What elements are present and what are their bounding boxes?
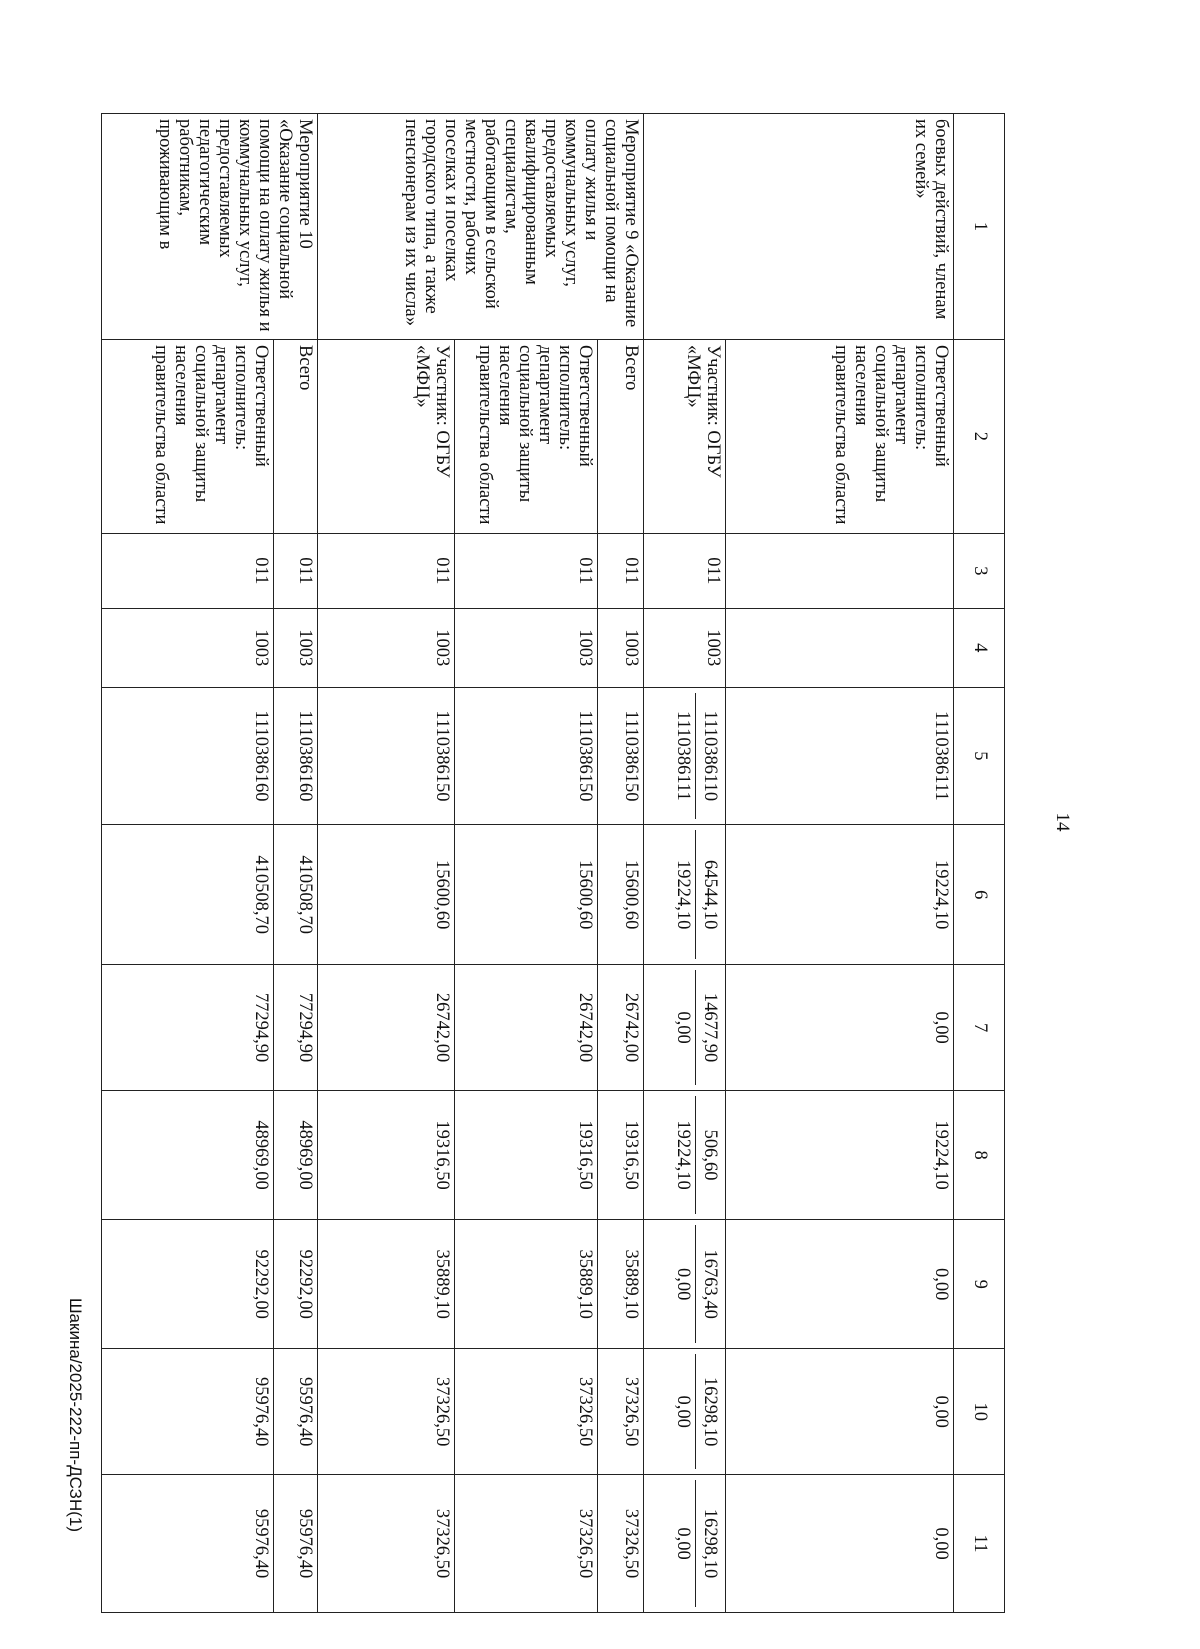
target-article-line: 1110386110 — [700, 710, 720, 802]
value-cell: 37326,50 — [318, 1349, 455, 1475]
header-cell: 8 — [954, 1091, 1005, 1220]
header-cell: 9 — [954, 1220, 1005, 1349]
measure-name-cell: Мероприятие 9 «Оказание социальной помощи на оплату жилья и коммунальных услуг, предоставляемых квалифицированным специалистам, работающим в сельской местности, рабочих поселках и поселках городского типа, а также пенсионерам из их числа» — [318, 114, 644, 340]
value-line: 506,60 — [700, 1129, 720, 1181]
value-cell — [644, 1475, 726, 1613]
header-cell: 2 — [954, 339, 1005, 533]
value-line: 19224,10 — [669, 830, 696, 959]
value-cell: 77294,90 — [274, 965, 318, 1091]
executor-cell: Ответственный исполнитель: департамент социальной защиты населения правительства области — [455, 339, 598, 533]
target-article-cell: 1110386150 — [598, 687, 644, 825]
value-cell: 19316,50 — [455, 1091, 598, 1220]
footer-code: Шакина/2025-222-пп-ДСЗН(1) — [66, 1297, 85, 1533]
value-line: 16763,40 — [700, 1249, 720, 1319]
target-article-cell — [644, 687, 726, 825]
table-row — [274, 114, 318, 1613]
table-row — [726, 114, 954, 1613]
budget-table — [101, 113, 1005, 1613]
value-cell: 15600,60 — [455, 825, 598, 965]
header-cell: 11 — [954, 1475, 1005, 1613]
value-cell: 95976,40 — [274, 1349, 318, 1475]
value-cell: 0,00 — [726, 1475, 954, 1613]
value-cell: 410508,70 — [274, 825, 318, 965]
value-cell: 92292,00 — [102, 1220, 274, 1349]
value-line: 0,00 — [669, 1480, 696, 1607]
grbs-cell: 011 — [274, 533, 318, 608]
value-cell: 15600,60 — [598, 825, 644, 965]
header-cell: 1 — [954, 114, 1005, 340]
value-cell: 0,00 — [726, 1220, 954, 1349]
target-article-cell: 1110386111 — [726, 687, 954, 825]
value-cell: 92292,00 — [274, 1220, 318, 1349]
value-cell: 0,00 — [726, 965, 954, 1091]
value-line: 0,00 — [669, 1354, 696, 1469]
section-cell: 1003 — [318, 608, 455, 687]
measure-name-cell: Мероприятие 10 «Оказание социальной помощи на оплату жилья и коммунальных услуг, предоставляемых педагогическим работникам, проживающим в — [102, 114, 318, 340]
value-cell: 48969,00 — [274, 1091, 318, 1220]
header-cell: 5 — [954, 687, 1005, 825]
value-cell: 37326,50 — [455, 1349, 598, 1475]
value-cell: 26742,00 — [455, 965, 598, 1091]
executor-cell: Участник: ОГБУ «МФЦ» — [318, 339, 455, 533]
value-cell: 77294,90 — [102, 965, 274, 1091]
header-cell: 3 — [954, 533, 1005, 608]
executor-cell: Всего — [274, 339, 318, 533]
grbs-cell: 011 — [598, 533, 644, 608]
value-cell: 95976,40 — [102, 1349, 274, 1475]
value-line: 16298,10 — [700, 1377, 720, 1447]
value-cell — [644, 1349, 726, 1475]
value-line: 0,00 — [669, 970, 696, 1085]
grbs-cell: 011 — [644, 533, 726, 608]
value-cell — [644, 1220, 726, 1349]
section-cell: 1003 — [274, 608, 318, 687]
value-line: 64544,10 — [700, 860, 720, 930]
section-cell: 1003 — [644, 608, 726, 687]
header-cell: 4 — [954, 608, 1005, 687]
value-cell: 35889,10 — [598, 1220, 644, 1349]
value-cell: 0,00 — [726, 1349, 954, 1475]
target-article-cell: 1110386150 — [455, 687, 598, 825]
target-article-line: 1110386111 — [669, 693, 696, 820]
value-cell: 37326,50 — [598, 1475, 644, 1613]
header-cell: 6 — [954, 825, 1005, 965]
grbs-cell: 011 — [102, 533, 274, 608]
value-cell: 19224,10 — [726, 1091, 954, 1220]
value-cell — [644, 1091, 726, 1220]
value-cell: 48969,00 — [102, 1091, 274, 1220]
header-row — [954, 114, 1005, 1613]
grbs-cell: 011 — [318, 533, 455, 608]
value-cell — [644, 825, 726, 965]
target-article-cell: 1110386160 — [274, 687, 318, 825]
value-cell: 95976,40 — [102, 1475, 274, 1613]
rotated-table-container — [105, 113, 1005, 1613]
value-cell: 95976,40 — [274, 1475, 318, 1613]
header-cell: 10 — [954, 1349, 1005, 1475]
value-line: 14677,90 — [700, 992, 720, 1063]
executor-cell: Всего — [598, 339, 644, 533]
header-cell: 7 — [954, 965, 1005, 1091]
section-cell: 1003 — [598, 608, 644, 687]
value-cell — [644, 965, 726, 1091]
grbs-cell: 011 — [455, 533, 598, 608]
value-cell: 35889,10 — [318, 1220, 455, 1349]
target-article-cell: 1110386160 — [102, 687, 274, 825]
value-cell: 15600,60 — [318, 825, 455, 965]
value-cell: 19224,10 — [726, 825, 954, 965]
section-cell: 1003 — [455, 608, 598, 687]
section-cell — [726, 608, 954, 687]
executor-cell: Ответственный исполнитель: департамент социальной защиты населения правительства области — [102, 339, 274, 533]
value-cell: 26742,00 — [598, 965, 644, 1091]
table-row — [598, 114, 644, 1613]
grbs-cell — [726, 533, 954, 608]
value-line: 16298,10 — [700, 1508, 720, 1579]
value-line: 0,00 — [669, 1225, 696, 1343]
value-line: 19224,10 — [669, 1096, 696, 1214]
executor-cell: Ответственный исполнитель: департамент социальной защиты населения правительства области — [726, 339, 954, 533]
value-cell: 19316,50 — [318, 1091, 455, 1220]
value-cell: 35889,10 — [455, 1220, 598, 1349]
target-article-cell: 1110386150 — [318, 687, 455, 825]
value-cell: 26742,00 — [318, 965, 455, 1091]
value-cell: 19316,50 — [598, 1091, 644, 1220]
value-cell: 37326,50 — [455, 1475, 598, 1613]
section-cell: 1003 — [102, 608, 274, 687]
executor-cell: Участник: ОГБУ «МФЦ» — [644, 339, 726, 533]
measure-name-cell: боевых действий, членам их семей» — [644, 114, 954, 340]
value-cell: 410508,70 — [102, 825, 274, 965]
value-cell: 37326,50 — [318, 1475, 455, 1613]
value-cell: 37326,50 — [598, 1349, 644, 1475]
page-number: 14 — [1052, 812, 1073, 832]
